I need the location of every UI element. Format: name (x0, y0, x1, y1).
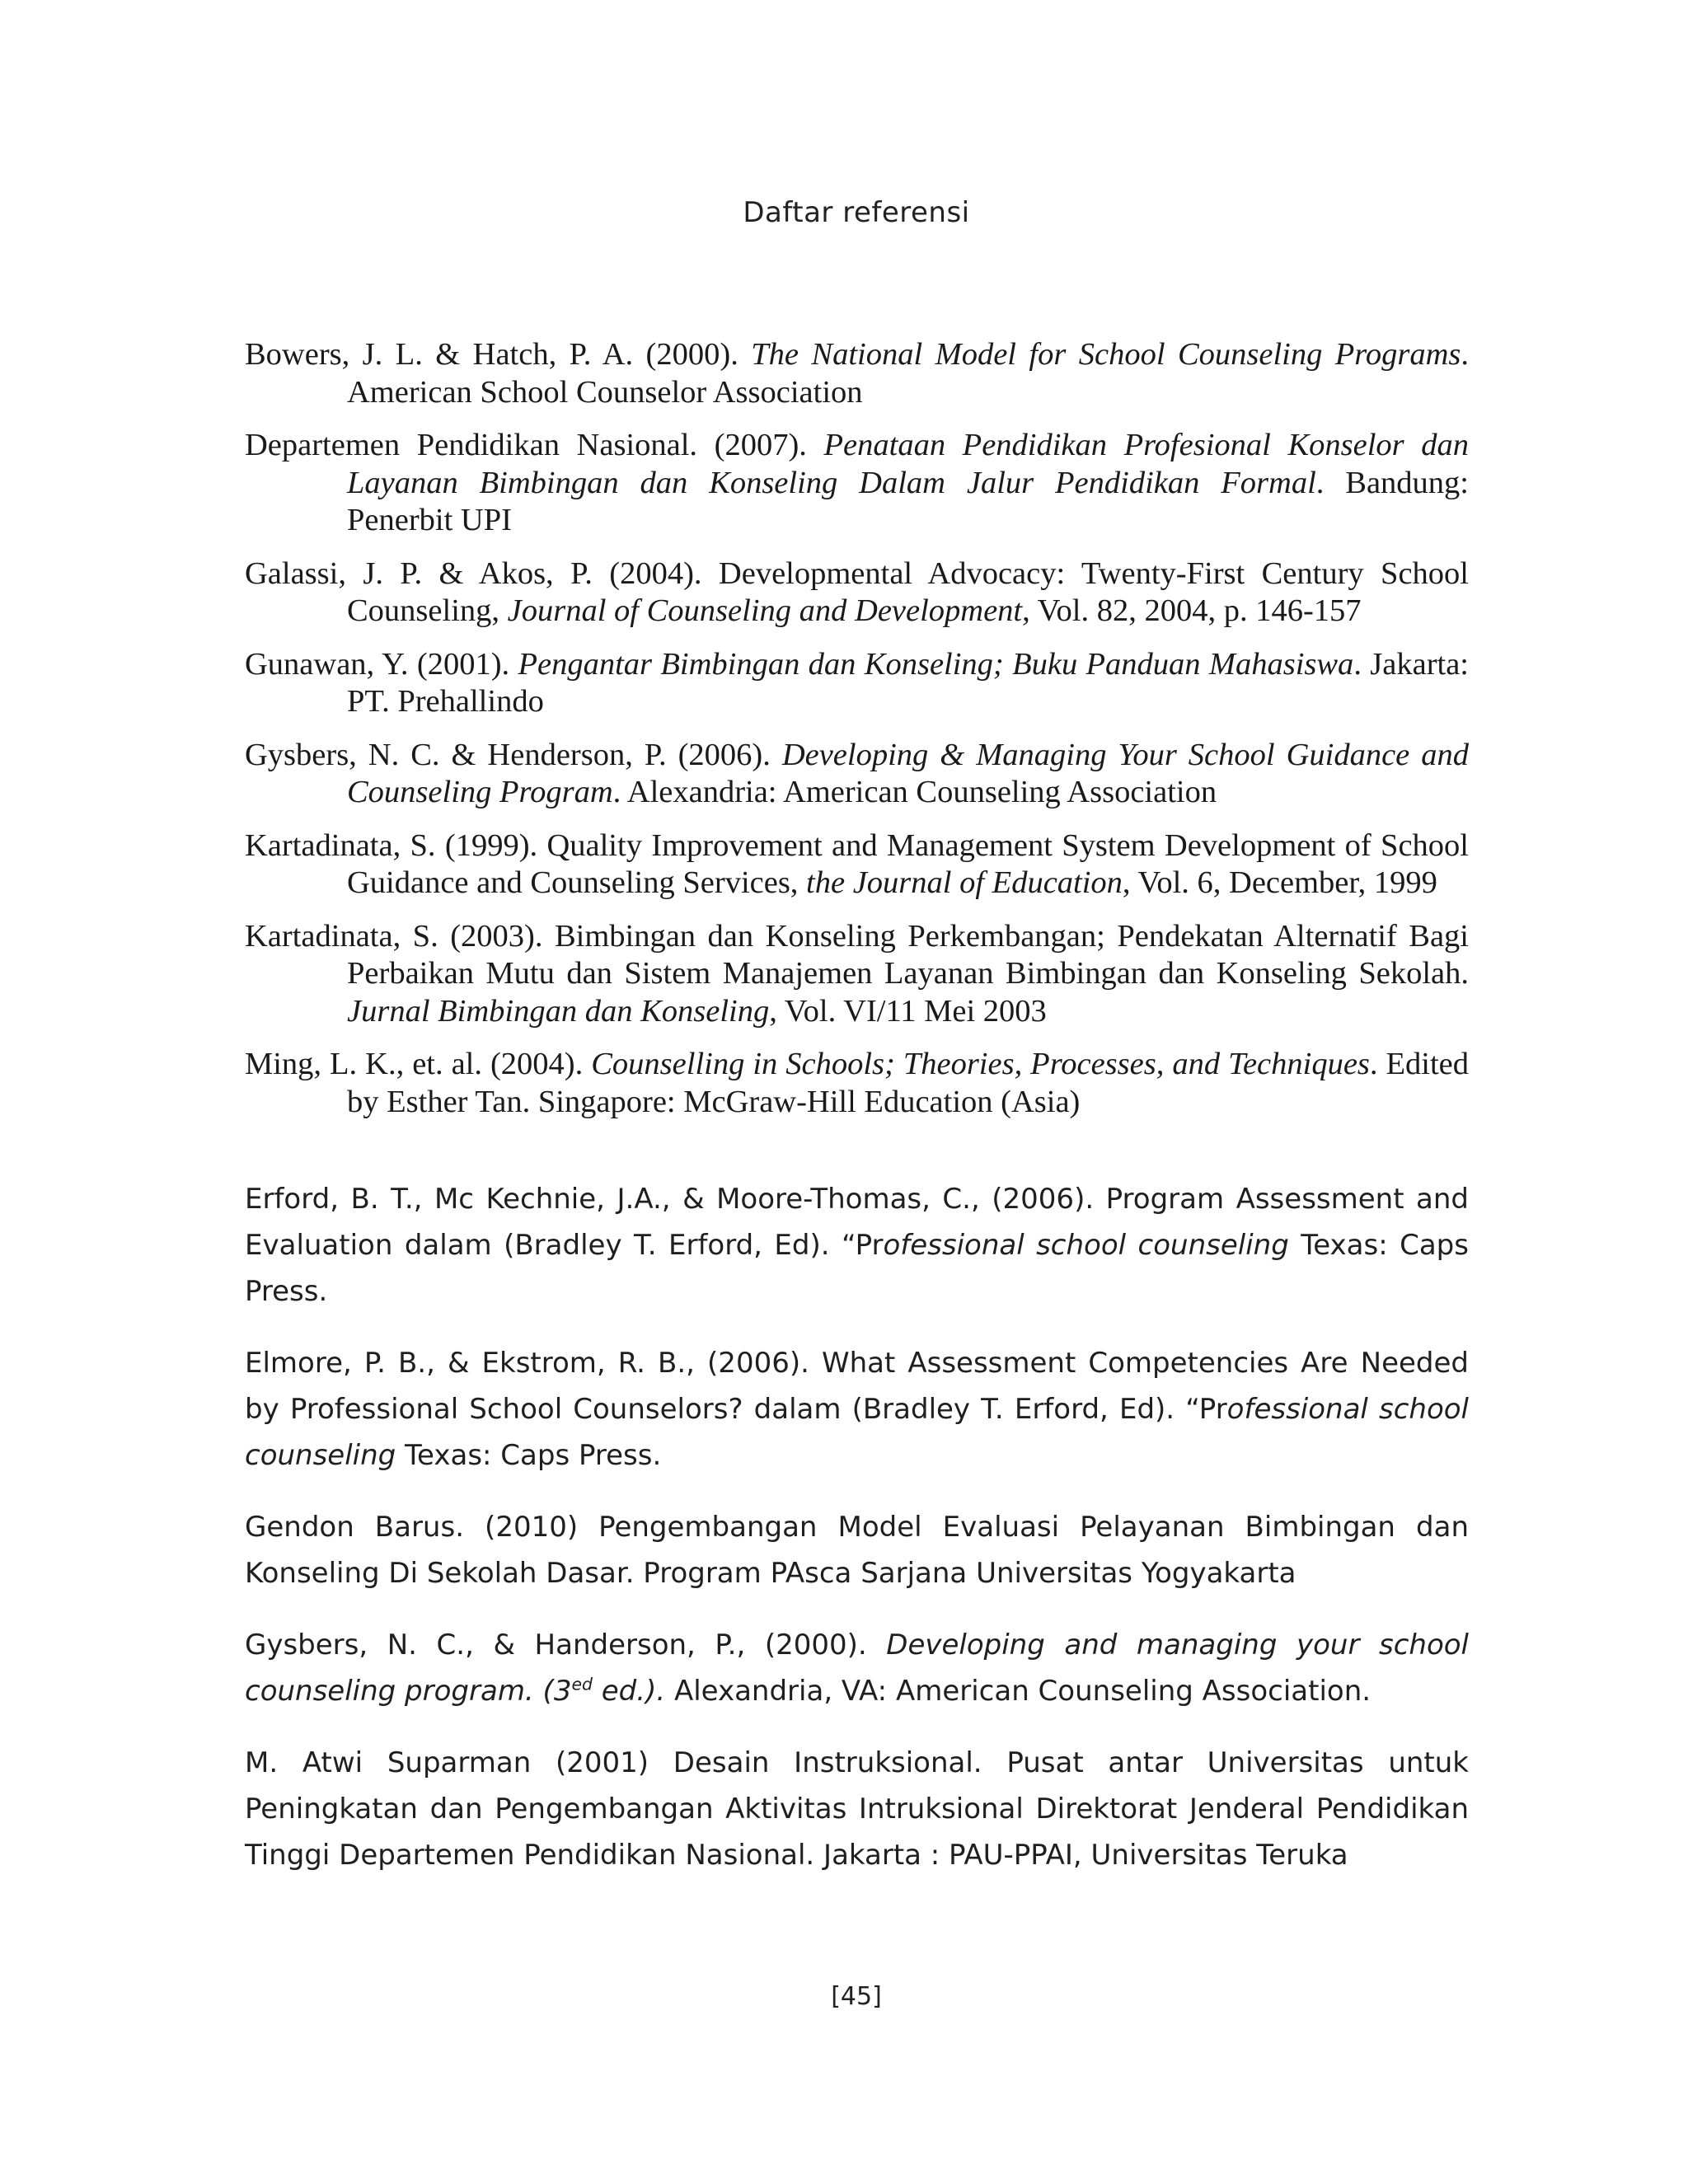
reference-suparman-2001: M. Atwi Suparman (2001) Desain Instruksional. Pusat antar Universitas untuk Peningkatan dan Pengembangan Aktivitas Intruksional Direktorat Jenderal Pendidikan Tinggi Departemen Pendidikan Nasional. Jakarta : PAU-PPAI, Universitas Teruka (245, 1746, 1469, 1872)
reference-galassi-2004: Galassi, J. P. & Akos, P. (2004). Developmental Advocacy: Twenty-First Century School Counseling, Journal of Counseling and Development, Vol. 82, 2004, p. 146-157 (245, 555, 1469, 628)
reference-kartadinata-2003: Kartadinata, S. (2003). Bimbingan dan Konseling Perkembangan; Pendekatan Alternatif Bagi Perbaikan Mutu dan Sistem Manajemen Layanan Bimbingan dan Konseling Sekolah. Jurnal Bimbingan dan Konseling, Vol. VI/11 Mei 2003 (245, 918, 1469, 1029)
reference-gysbers-2000: Gysbers, N. C., & Handerson, P., (2000). Developing and managing your school counseling program. ($3^{ed}$ ed.). Alexandria, VA: American Counseling Association. (245, 1629, 1470, 1708)
reference-kartadinata-1999: Kartadinata, S. (1999). Quality Improvement and Management System Development of School Guidance and Counseling Services, the Journal of Education, Vol. 6, December, 1999 (245, 827, 1469, 900)
page-title: Daftar referensi (743, 196, 970, 229)
reference-depdiknas-2007: Departemen Pendidikan Nasional. (2007). Penataan Pendidikan Profesional Konselor dan Layanan Bimbingan dan Konseling Dalam Jalur Pendidikan Formal. Bandung: Penerbit UPI (245, 428, 1469, 537)
reference-list-serif (245, 336, 1469, 1137)
reference-elmore-2006: Elmore, P. B., & Ekstrom, R. B., (2006). What Assessment Competencies Are Needed by Professional School Counselors? dalam (Bradley T. Erford, Ed). “Professional school counseling Texas: Caps Press. (245, 1347, 1469, 1472)
reference-ming-2004: Ming, L. K., et. al. (2004). Counselling in Schools; Theories, Processes, and Techniques. Edited by Esther Tan. Singapore: McGraw-Hill Education (Asia) (245, 1047, 1469, 1119)
reference-gunawan-2001: Gunawan, Y. (2001). Pengantar Bimbingan dan Konseling; Buku Panduan Mahasiswa. Jakarta: PT. Prehallindo (245, 646, 1469, 719)
reference-bowers-2000: Bowers, J. L. & Hatch, P. A. (2000). The National Model for School Counseling Programs. American School Counselor Association (245, 337, 1469, 410)
reference-erford-2006: Erford, B. T., Mc Kechnie, J.A., & Moore-Thomas, C., (2006). Program Assessment and Evaluation dalam (Bradley T. Erford, Ed). “Professional school counseling Texas: Caps Press. (245, 1183, 1469, 1308)
reference-list-sans (245, 1176, 1469, 1904)
reference-gysbers-2006: Gysbers, N. C. & Henderson, P. (2006). Developing & Managing Your School Guidance and Counseling Program. Alexandria: American Counseling Association (245, 737, 1469, 809)
page-number: [45] (831, 1982, 882, 2011)
reference-barus-2010: Gendon Barus. (2010) Pengembangan Model Evaluasi Pelayanan Bimbingan dan Konseling Di Sekolah Dasar. Program PAsca Sarjana Universitas Yogyakarta (245, 1511, 1469, 1590)
